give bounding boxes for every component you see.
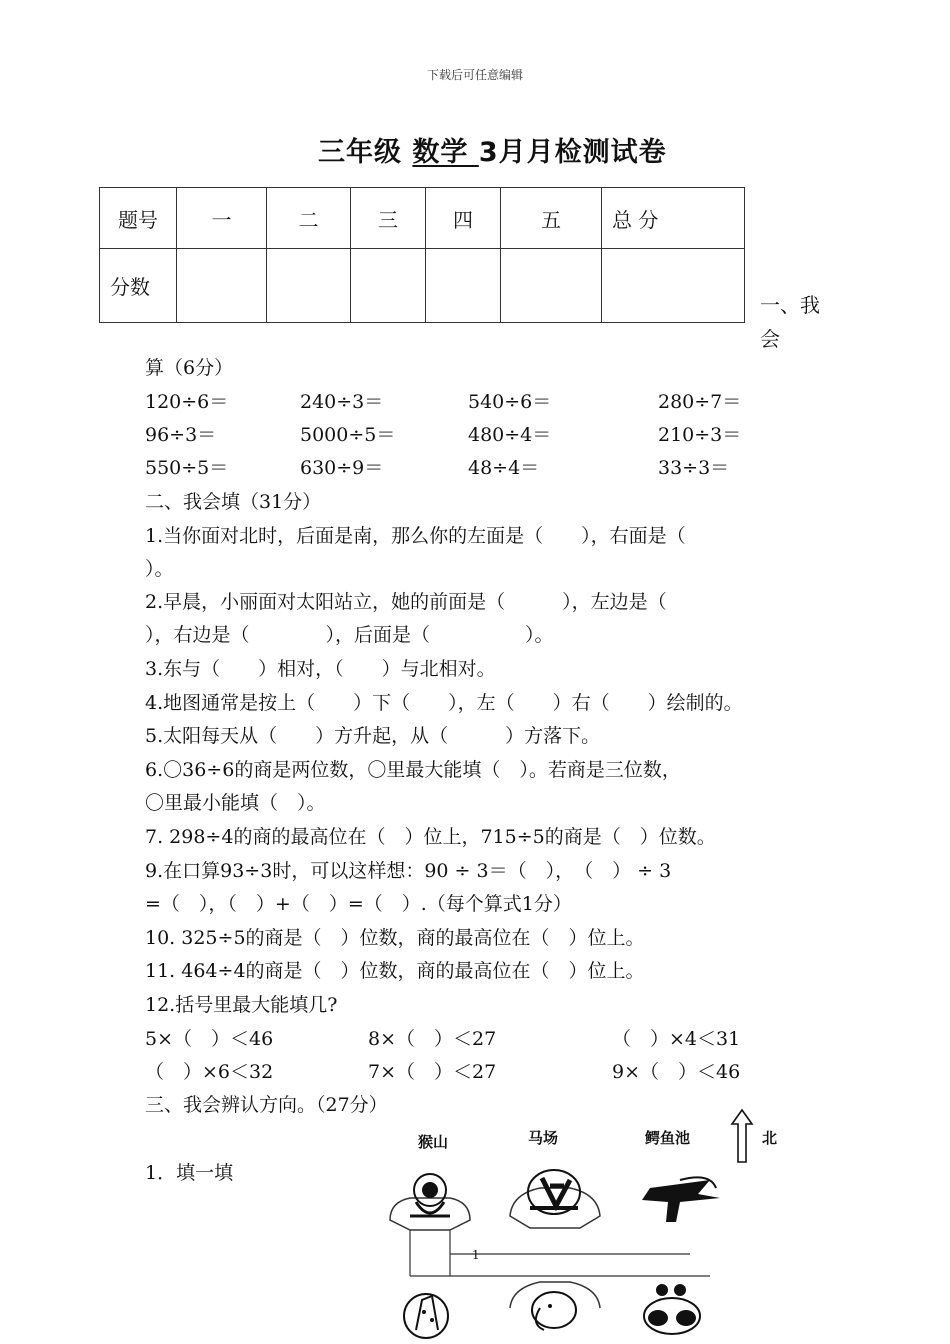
question-line: 〇里最小能填（ ）。 (145, 792, 326, 814)
score-cell (267, 249, 351, 323)
question-line: 3.东与（ ）相对，（ ）与北相对。 (145, 658, 496, 680)
q12-item: 9×（ ）＜46 (612, 1061, 741, 1083)
score-cell (501, 249, 602, 323)
q12-item: （ ）×4＜31 (612, 1028, 741, 1050)
score-header-2: 二 (267, 188, 351, 249)
problem: 630÷9＝ (300, 457, 384, 479)
header-note: 下载后可任意编辑 (426, 68, 523, 82)
map-label-horse-farm: 马场 (528, 1129, 559, 1147)
question-line: ）。 (145, 558, 174, 580)
section3-heading: 三、我会辨认方向。（27分） (145, 1094, 388, 1116)
horse-icon (528, 1170, 580, 1214)
problem: 33÷3＝ (658, 457, 730, 479)
question-line: 5.太阳每天从（ ）方升起，从（ ）方落下。 (145, 725, 601, 747)
question-line: =（ ），（ ）+（ ）=（ ）.（每个算式1分） (145, 893, 572, 915)
score-header-4: 四 (426, 188, 501, 249)
score-header-5: 五 (501, 188, 602, 249)
score-header-total: 总 分 (602, 188, 745, 249)
crocodile-icon (642, 1177, 720, 1222)
problem: 480÷4＝ (468, 424, 552, 446)
question-line: 9.在口算93÷3时，可以这样想：90 ÷ 3＝（ ）， （ ） ÷ 3 (145, 860, 672, 882)
q12-item: 8×（ ）＜27 (368, 1028, 497, 1050)
score-cell (426, 249, 501, 323)
map-label-monkey-hill: 猴山 (418, 1133, 449, 1151)
page-number: 1 (472, 1248, 480, 1262)
problem: 48÷4＝ (468, 457, 540, 479)
score-cell (351, 249, 426, 323)
question-line: 7. 298÷4的商的最高位在（ ）位上，715÷5的商是（ ）位数。 (145, 826, 716, 848)
page-title: 三年级 数学 3月月检测试卷 (318, 137, 667, 168)
question-line: 6.〇36÷6的商是两位数，〇里最大能填（ ）。若商是三位数， (145, 759, 681, 781)
map-label-crocodile-pool: 鳄鱼池 (645, 1129, 691, 1147)
map-label-north: 北 (762, 1129, 778, 1147)
question-line: 12.括号里最大能填几? (145, 994, 338, 1016)
problem: 5000÷5＝ (300, 424, 396, 446)
score-header-3: 三 (351, 188, 426, 249)
question-line: 10. 325÷5的商是（ ）位数，商的最高位在（ ）位上。 (145, 927, 645, 949)
problem: 280÷7＝ (658, 391, 742, 413)
zoo-path (410, 1230, 710, 1276)
score-table (99, 187, 745, 323)
section3-q1: 1．填一填 (145, 1162, 234, 1184)
section1-heading-a: 一、我会 (760, 293, 820, 351)
problem: 120÷6＝ (145, 391, 229, 413)
section1-heading-b: 算（6分） (145, 357, 234, 379)
score-row-label: 分数 (100, 249, 177, 323)
q12-item: （ ）×6＜32 (145, 1061, 274, 1083)
q12-item: 7×（ ）＜27 (368, 1061, 497, 1083)
score-header-1: 一 (177, 188, 267, 249)
enclosure-outline (510, 1282, 600, 1308)
problem: 96÷3＝ (145, 424, 217, 446)
monkey-icon (410, 1174, 450, 1216)
score-cell (177, 249, 267, 323)
question-line: 4.地图通常是按上（ ）下（ ），左（ ）右（ ）绘制的。 (145, 692, 743, 714)
q12-item: 5×（ ）＜46 (145, 1028, 274, 1050)
question-line: 2.早晨，小丽面对太阳站立，她的前面是（ ），左边是（ (145, 591, 667, 613)
zoo-map-illustration (380, 1158, 740, 1344)
section2-heading: 二、我会填（31分） (145, 491, 322, 513)
problem: 210÷3＝ (658, 424, 742, 446)
problem: 240÷3＝ (300, 391, 384, 413)
problem: 540÷6＝ (468, 391, 552, 413)
giraffe-icon (404, 1294, 448, 1338)
question-line: 1.当你面对北时，后面是南，那么你的左面是（ ），右面是（ (145, 525, 686, 547)
question-line: ），右边是（ ），后面是（ ）。 (145, 624, 554, 646)
north-arrow-icon (730, 1108, 754, 1164)
score-cell (602, 249, 745, 323)
question-line: 11. 464÷4的商是（ ）位数，商的最高位在（ ）位上。 (145, 960, 645, 982)
problem: 550÷5＝ (145, 457, 229, 479)
score-header-label: 题号 (100, 188, 177, 249)
elephant-icon (532, 1292, 576, 1330)
panda-icon (644, 1284, 700, 1334)
